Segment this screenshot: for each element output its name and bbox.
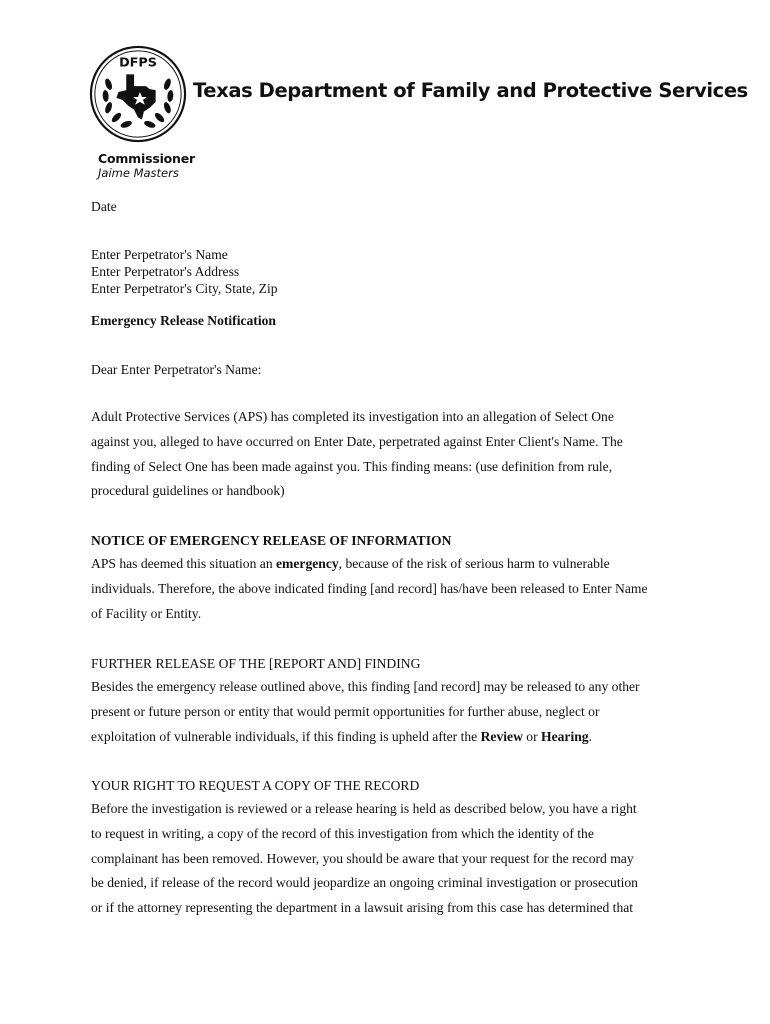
- right-line: Before the investigation is reviewed or a release hearing is held as described below, you have a right: [91, 801, 637, 816]
- review-term: Review: [480, 728, 523, 744]
- notice-line: individuals. Therefore, the above indicated finding [and record] has/have been released to Enter Name: [91, 580, 648, 596]
- address-line-street: Enter Perpetrator's Address: [91, 264, 240, 279]
- intro-line: finding of Select One has been made against you. This finding means: (use definition from rule,: [91, 458, 613, 474]
- hearing-term: Hearing: [541, 728, 589, 744]
- date-field: Date: [91, 199, 117, 214]
- salutation: Dear Enter Perpetrator's Name:: [91, 362, 262, 377]
- emergency-term: emergency: [276, 556, 339, 571]
- right-line: be denied, if release of the record would jeopardize an ongoing criminal investigation or prosecution: [91, 875, 638, 891]
- address-line-city: Enter Perpetrator's City, State, Zip: [91, 281, 278, 296]
- right-line: complainant has been removed. However, you should be aware that your request for the record may: [91, 850, 634, 866]
- right-line: to request in writing, a copy of the record of this investigation from which the identity of the: [91, 825, 594, 841]
- dfps-seal-logo: [89, 45, 187, 143]
- further-heading: FURTHER RELEASE OF THE [REPORT AND] FINDING: [91, 656, 421, 671]
- commissioner-name: Jaime Masters: [98, 166, 179, 180]
- subject-line: Emergency Release Notification: [91, 313, 276, 328]
- right-heading: YOUR RIGHT TO REQUEST A COPY OF THE RECORD: [91, 778, 420, 793]
- address-line-name: Enter Perpetrator's Name: [91, 247, 228, 262]
- intro-paragraph: [91, 405, 681, 504]
- intro-line: against you, alleged to have occurred on Enter Date, perpetrated against Enter Client's Name. The: [91, 433, 623, 449]
- notice-line: APS has deemed this situation an emergency, because of the risk of serious harm to vulnerable: [91, 556, 610, 571]
- right-line: or if the attorney representing the department in a lawsuit arising from this case has determined that: [91, 900, 634, 915]
- notice-heading: NOTICE OF EMERGENCY RELEASE OF INFORMATION: [91, 533, 452, 548]
- seal-text: DFPS: [119, 55, 157, 71]
- further-line: exploitation of vulnerable individuals, if this finding is upheld after the Review or Hearing.: [91, 728, 592, 744]
- further-line: present or future person or entity that would permit opportunities for further abuse, neglect or: [91, 703, 600, 719]
- notice-paragraph: [91, 552, 681, 626]
- further-paragraph: [91, 675, 681, 749]
- commissioner-title: Commissioner: [98, 151, 195, 166]
- agency-name: Texas Department of Family and Protective Services: [193, 79, 748, 102]
- notice-line: of Facility or Entity.: [91, 605, 202, 621]
- right-paragraph: [91, 797, 681, 921]
- further-line: Besides the emergency release outlined above, this finding [and record] may be released to any other: [91, 679, 640, 694]
- intro-line: procedural guidelines or handbook): [91, 483, 285, 499]
- intro-line: Adult Protective Services (APS) has completed its investigation into an allegation of Select One: [91, 409, 614, 424]
